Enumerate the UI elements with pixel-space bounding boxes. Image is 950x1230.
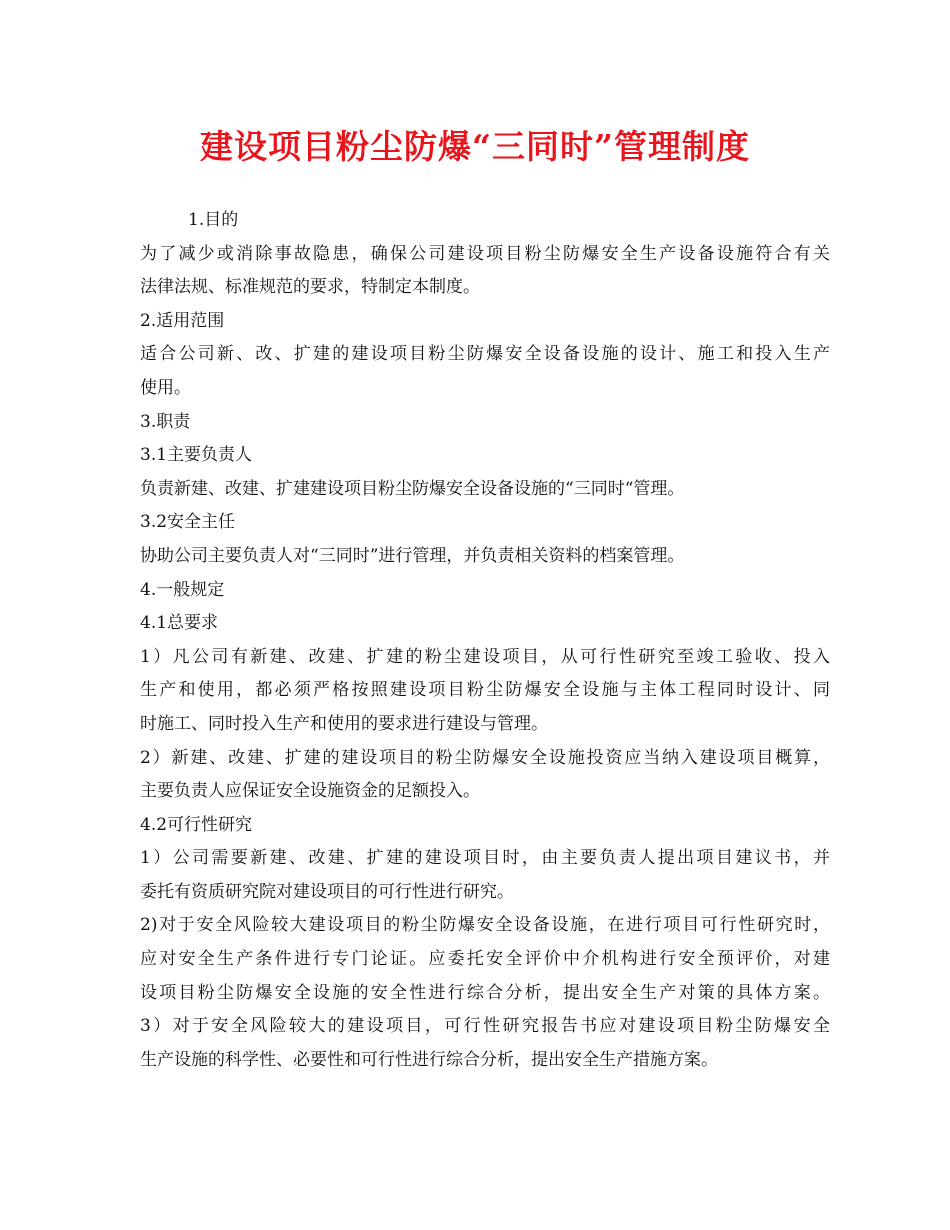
paragraph-line: 适合公司新、改、扩建的建设项目粉尘防爆安全设备设施的设计、施工和投入生产 — [140, 344, 830, 365]
paragraph-line: 2）新建、改建、扩建的建设项目的粉尘防爆安全设施投资应当纳入建设项目概算， — [140, 747, 830, 768]
paragraph-line: 1）凡公司有新建、改建、扩建的粉尘建设项目，从可行性研究至竣工验收、投入 — [140, 646, 830, 667]
paragraph-line: 时施工、同时投入生产和使用的要求进行建设与管理。 — [140, 713, 548, 734]
paragraph-line: 设项目粉尘防爆安全设施的安全性进行综合分析，提出安全生产对策的具体方案。 — [140, 982, 830, 1003]
section-heading: 3.职责 — [140, 411, 191, 432]
paragraph-line: 1）公司需要新建、改建、扩建的建设项目时，由主要负责人提出项目建议书，并 — [140, 848, 830, 869]
subsection-heading: 4.2可行性研究 — [140, 814, 253, 835]
paragraph-line: 2)对于安全风险较大建设项目的粉尘防爆安全设备设施，在进行项目可行性研究时， — [140, 915, 830, 936]
subsection-heading: 4.1总要求 — [140, 613, 219, 634]
section-heading: 4.一般规定 — [140, 579, 225, 600]
paragraph-line: 委托有资质研究院对建设项目的可行性进行研究。 — [140, 881, 514, 902]
paragraph-line: 协助公司主要负责人对“三同时”进行管理，并负责相关资料的档案管理。 — [140, 545, 685, 566]
section-heading: 1.目的 — [188, 210, 239, 230]
document-body — [140, 204, 830, 1077]
paragraph-line: 应对安全生产条件进行专门论证。应委托安全评价中介机构进行安全预评价，对建 — [140, 949, 830, 970]
paragraph-line: 为了减少或消除事故隐患，确保公司建设项目粉尘防爆安全生产设备设施符合有关 — [140, 243, 830, 264]
paragraph-line: 法律法规、标准规范的要求，特制定本制度。 — [140, 277, 480, 298]
document-title: 建设项目粉尘防爆“三同时”管理制度 — [200, 127, 750, 166]
subsection-heading: 3.2安全主任 — [140, 512, 236, 533]
subsection-heading: 3.1主要负责人 — [140, 445, 253, 466]
paragraph-line: 使用。 — [140, 377, 191, 398]
paragraph-line: 生产设施的科学性、必要性和可行性进行综合分析，提出安全生产措施方案。 — [140, 1049, 718, 1070]
paragraph-line: 主要负责人应保证安全设施资金的足额投入。 — [140, 781, 480, 802]
paragraph-line: 负责新建、改建、扩建建设项目粉尘防爆安全设备设施的“三同时“管理。 — [140, 478, 685, 499]
paragraph-line: 生产和使用，都必须严格按照建设项目粉尘防爆安全设施与主体工程同时设计、同 — [140, 680, 830, 701]
section-heading: 2.适用范围 — [140, 310, 225, 331]
paragraph-line: 3）对于安全风险较大的建设项目，可行性研究报告书应对建设项目粉尘防爆安全 — [140, 1016, 830, 1037]
